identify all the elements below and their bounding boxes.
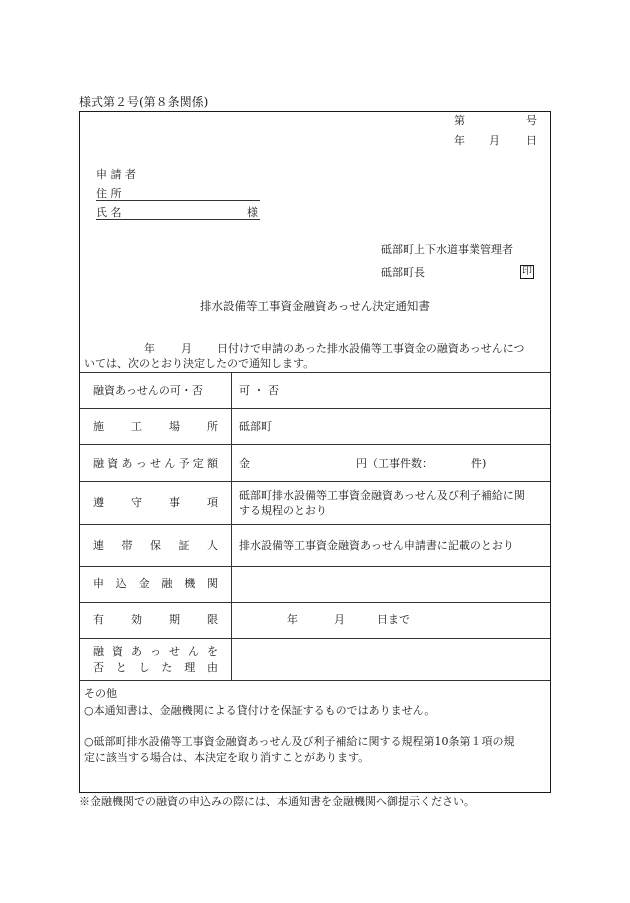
label-char: ん: [188, 645, 199, 658]
label-char: 効: [131, 613, 142, 626]
label-char: 遵: [93, 496, 104, 509]
amount-prefix: 金: [239, 457, 250, 470]
label-char: 事: [169, 496, 180, 509]
label-char: 額: [207, 457, 218, 470]
label-char: た: [161, 661, 173, 674]
label-char: 定: [192, 457, 204, 470]
label-char: っ: [150, 645, 161, 658]
date-day: 日: [526, 134, 537, 147]
issuer-title: 砥部町長: [381, 266, 425, 279]
label-char: 期: [169, 613, 180, 626]
label-char: ん: [164, 457, 176, 470]
issuer-organization: 砥部町上下水道事業管理者: [381, 243, 513, 256]
form-frame: [79, 111, 551, 793]
label-char: 由: [206, 661, 218, 674]
row-label-reason-line1: [93, 646, 218, 657]
label-char: 限: [207, 613, 218, 626]
label-char: 場: [169, 420, 180, 433]
label-char: 保: [150, 539, 161, 552]
label-char: 人: [207, 539, 218, 552]
column-divider: [231, 372, 232, 680]
compliance-line2: する規程のとおり: [239, 504, 327, 517]
label-char: せ: [150, 457, 161, 470]
validity-year: 年: [287, 613, 298, 626]
form-number: 様式第２号(第８条関係): [79, 95, 209, 109]
table-bottom-line: [80, 680, 550, 681]
row-label-validity: [93, 614, 218, 625]
label-char: 工: [131, 420, 142, 433]
other-note2-line2: 定に該当する場合は、本決定を取り消すことがあります。: [84, 751, 370, 764]
label-char: 融: [93, 457, 104, 470]
label-char: 融: [93, 645, 104, 658]
label-char: 所: [207, 420, 218, 433]
label-char: せ: [169, 645, 180, 658]
label-char: 予: [178, 457, 190, 470]
row-divider: [80, 444, 550, 445]
footer-note: ※金融機関での融資の申込みの際には、本通知書を金融機関へ御提示ください。: [79, 795, 475, 808]
number-prefix: 第: [454, 114, 465, 127]
label-char: 否: [93, 661, 104, 674]
compliance-line1: 砥部町排水設備等工事資金融資あっせん及び利子補給に関: [239, 489, 525, 502]
label-char: と: [115, 661, 127, 674]
row-label-guarantor: [93, 540, 218, 551]
row-value-site: 砥部町: [239, 420, 272, 433]
row-divider: [80, 408, 550, 409]
label-char: っ: [135, 457, 147, 470]
label-char: 資: [112, 645, 123, 658]
label-char: 資: [107, 457, 119, 470]
label-char: 施: [93, 420, 104, 433]
intro-line1: 日付けで申請のあった排水設備等工事資金の融資あっせんにつ: [217, 342, 525, 355]
seal-mark: 印: [522, 266, 532, 277]
row-label-site: [93, 421, 218, 432]
name-label: 氏 名: [96, 206, 122, 219]
name-line: [96, 219, 260, 220]
date-month: 月: [489, 134, 500, 147]
row-divider: [80, 602, 550, 603]
honorific: 様: [247, 206, 258, 219]
row-label-institution: [93, 578, 218, 589]
row-label-approval: 融資あっせんの可・否: [93, 384, 203, 397]
label-char: し: [138, 661, 150, 674]
row-label-compliance: [93, 497, 218, 508]
applicant-heading: 申 請 者: [96, 168, 136, 181]
label-char: 関: [206, 577, 218, 590]
row-divider: [80, 638, 550, 639]
date-year: 年: [454, 134, 465, 147]
label-char: 申: [93, 577, 104, 590]
other-heading: その他: [84, 687, 117, 700]
number-suffix: 号: [526, 114, 537, 127]
validity-month: 月: [334, 613, 345, 626]
table-top-line: [80, 372, 550, 373]
label-char: あ: [121, 457, 133, 470]
label-char: あ: [131, 645, 142, 658]
row-divider: [80, 481, 550, 482]
label-char: 込: [115, 577, 127, 590]
amount-suffix: 件): [471, 457, 487, 470]
label-char: 金: [138, 577, 150, 590]
guarantor-value: 排水設備等工事資金融資あっせん申請書に記載のとおり: [239, 539, 514, 552]
row-divider: [80, 566, 550, 567]
row-label-amount: [93, 458, 218, 469]
label-char: 証: [178, 539, 190, 552]
label-char: 有: [93, 613, 104, 626]
amount-unit: 円（工事件数：: [356, 457, 433, 470]
row-divider: [80, 524, 550, 525]
other-note1: ○本通知書は、金融機関による貸付けを保証するものではありません。: [84, 704, 436, 717]
document-title: 排水設備等工事資金融資あっせん決定通知書: [200, 299, 430, 313]
other-note2-line1: ○砥部町排水設備等工事資金融資あっせん及び利子補給に関する規程第10条第１項の規: [84, 735, 515, 748]
label-char: 帯: [121, 539, 133, 552]
intro-line2: いては、次のとおり決定したので通知します。: [84, 357, 315, 370]
row-label-reason-line2: [93, 662, 218, 673]
label-char: 理: [184, 661, 196, 674]
address-label: 住 所: [96, 187, 122, 200]
address-line: [96, 200, 260, 201]
validity-day: 日まで: [377, 613, 410, 626]
label-char: 連: [93, 539, 104, 552]
label-char: 融: [161, 577, 173, 590]
intro-year: 年: [144, 342, 155, 355]
label-char: を: [207, 645, 218, 658]
label-char: 項: [207, 496, 218, 509]
row-value-approval: 可 ・ 否: [239, 384, 279, 397]
label-char: 守: [131, 496, 142, 509]
intro-month: 月: [181, 342, 192, 355]
label-char: 機: [184, 577, 196, 590]
